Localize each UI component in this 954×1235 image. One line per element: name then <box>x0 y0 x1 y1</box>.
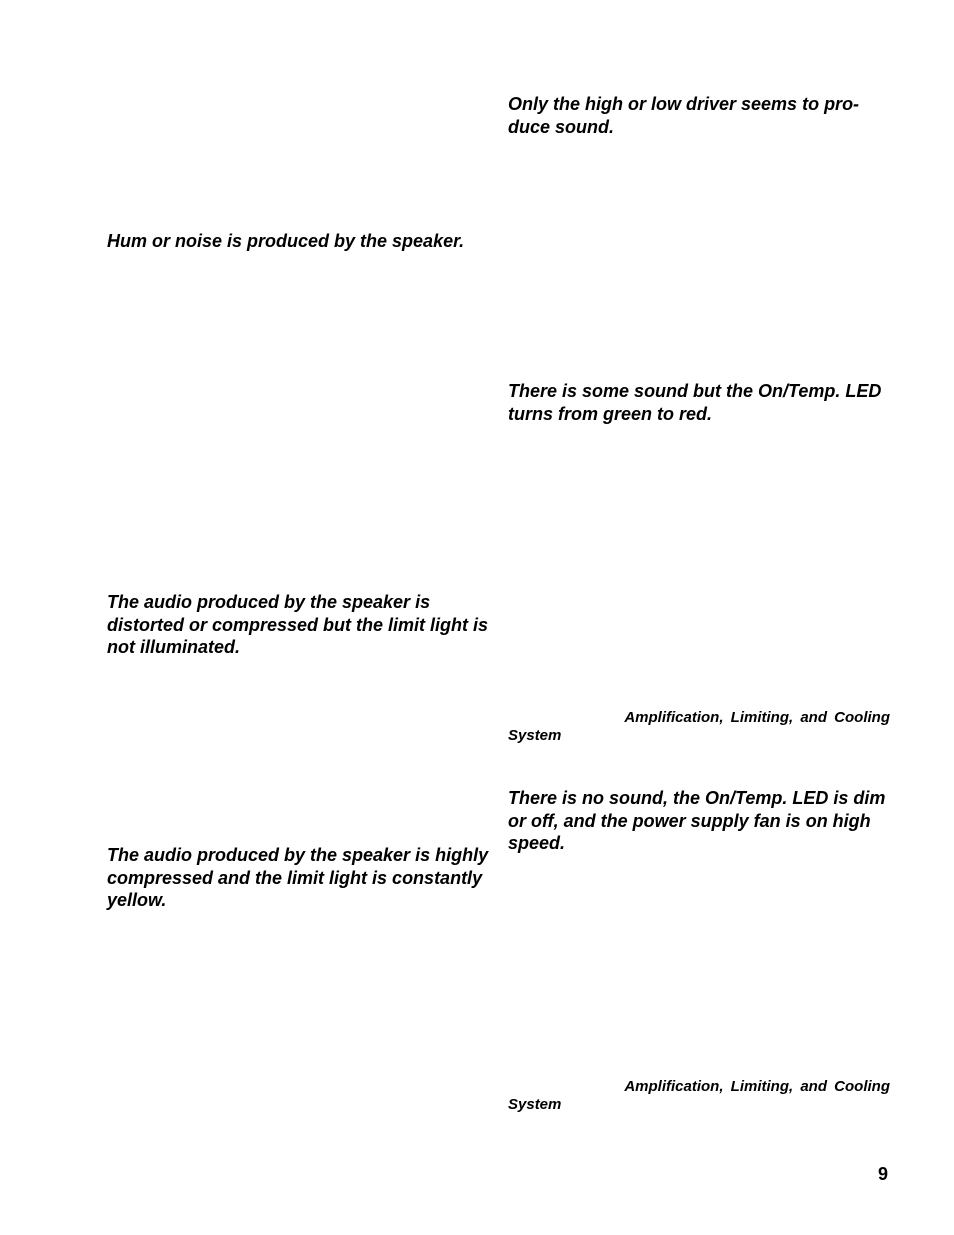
reference-amplification-1 <box>508 709 890 745</box>
reference-amplification-2-title: Amplification, Limiting, and Cooling <box>624 1078 890 1095</box>
reference-amplification-1-system: System <box>508 727 562 744</box>
reference-amplification-2-system: System <box>508 1096 562 1113</box>
heading-led-red: There is some sound but the On/Temp. LED turns from green to red. <box>508 381 882 424</box>
page-number: 9 <box>877 1164 888 1184</box>
heading-audio-distorted: The audio produced by the speaker is distorted or compressed but the limit light is not illuminated. <box>107 592 489 657</box>
heading-no-sound: There is no sound, the On/Temp. LED is dim or off, and the power supply fan is on high speed. <box>508 788 886 853</box>
heading-hum-noise: Hum or noise is produced by the speaker. <box>107 231 465 251</box>
heading-driver-sound-line1: Only the high or low driver seems to pro- <box>508 94 860 114</box>
heading-audio-compressed: The audio produced by the speaker is highly compressed and the limit light is constantly yellow. <box>107 845 489 910</box>
reference-amplification-2 <box>508 1078 890 1114</box>
heading-driver-sound <box>508 93 893 138</box>
reference-amplification-1-title: Amplification, Limiting, and Cooling <box>624 709 890 726</box>
heading-driver-sound-line2: duce sound. <box>508 116 615 137</box>
